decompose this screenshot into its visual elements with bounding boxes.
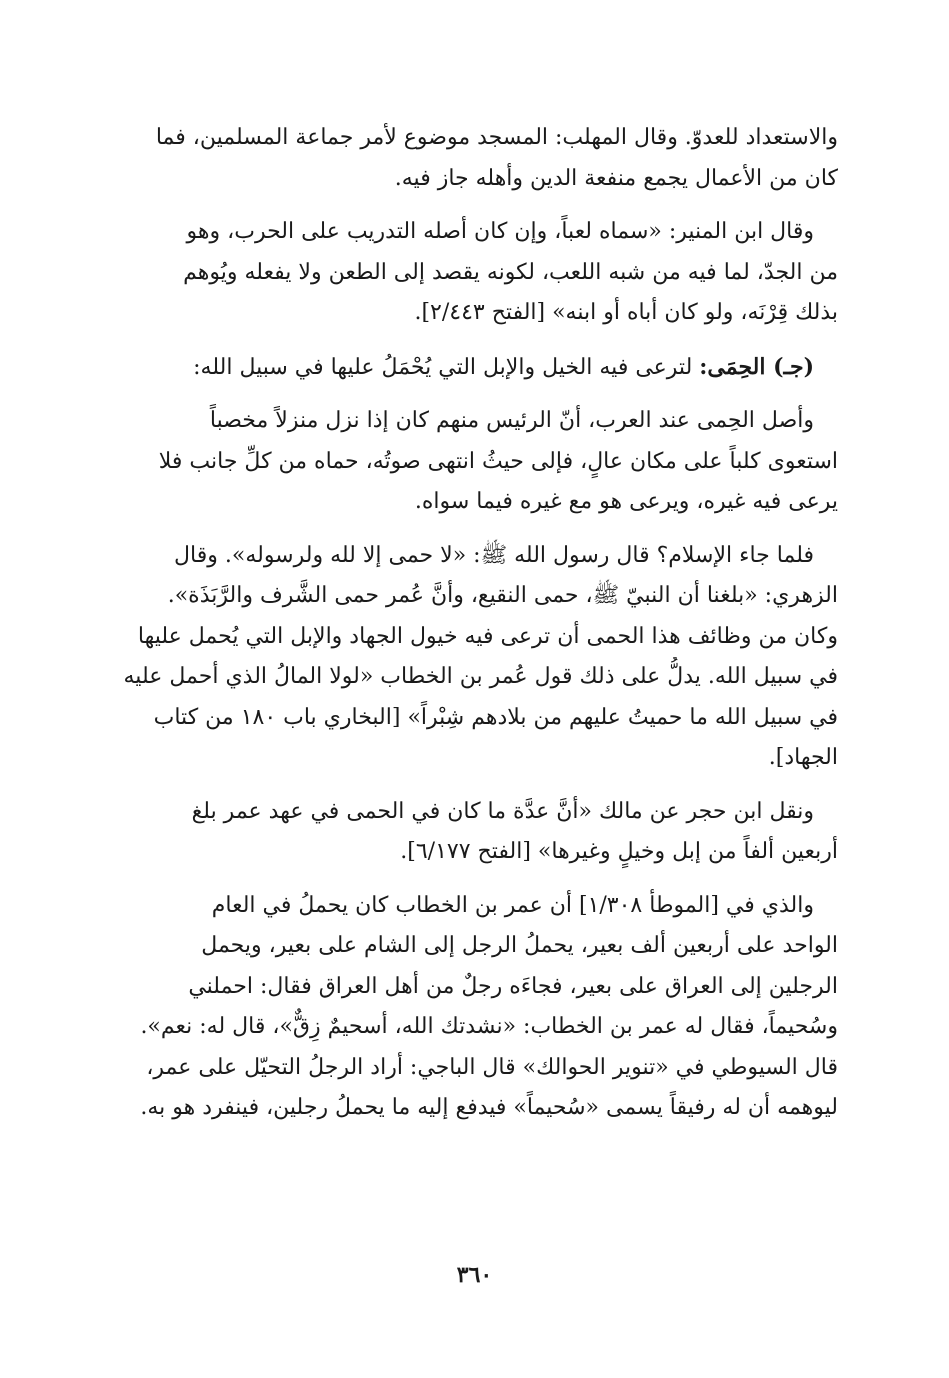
section-heading-hima bbox=[110, 347, 838, 389]
paragraph-ibn-al-munir bbox=[110, 212, 838, 334]
paragraph-hima-in-islam bbox=[110, 536, 838, 779]
text-line: أربعين ألفاً من إبل وخيلٍ وغيرها» [الفتح ٦/١٧٧]. bbox=[400, 839, 838, 864]
heading-label: (جـ) الحِمَى: bbox=[699, 353, 814, 380]
paragraph-mosque-purpose bbox=[110, 118, 838, 199]
page-number: ٣٦٠ bbox=[456, 1262, 493, 1288]
paragraph-hima-origin bbox=[110, 401, 838, 523]
text-line: ونقل ابن حجر عن مالك «أنَّ عدَّة ما كان في الحمى في عهد عمر بلغ bbox=[191, 798, 814, 824]
text-line: في سبيل الله. يدلُّ على ذلك قول عُمر بن الخطاب «لولا المالُ الذي أحمل عليه bbox=[123, 664, 838, 689]
text-line: وكان من وظائف هذا الحمى أن ترعى فيه خيول الجهاد والإبل التي يُحمل عليها bbox=[137, 623, 838, 649]
text-line: يرعى فيه غيره، ويرعى هو مع غيره فيما سواه. bbox=[414, 489, 838, 514]
text-line: وقال ابن المنير: «سماه لعباً، وإن كان أصله التدريب على الحرب، وهو bbox=[186, 219, 814, 244]
text-line: وأصل الحِمى عند العرب، أنّ الرئيس منهم كان إذا نزل منزلاً مخصباً bbox=[209, 408, 814, 433]
text-line: الزهري: «بلغنا أن النبيّ ﷺ، حمى النقيع، وأنَّ عُمر حمى الشَّرف والرَّبَذَة». bbox=[167, 583, 838, 608]
page-body bbox=[110, 118, 838, 1142]
text-line: استعوى كلباً على مكان عالٍ، فإلى حيثُ انتهى صوتُه، حماه من كلِّ جانب فلا bbox=[158, 448, 838, 474]
heading-line bbox=[110, 347, 838, 389]
paragraph-muwatta bbox=[110, 886, 838, 1129]
text-line: ليوهمه أن له رفيقاً يسمى «سُحيماً» فيدفع إليه ما يحملُ رجلين، فينفرد هو به. bbox=[140, 1095, 838, 1120]
text-line: فلما جاء الإسلام؟ قال رسول الله ﷺ: «لا حمى إلا لله ولرسوله». وقال bbox=[174, 542, 814, 568]
text-line: وسُحيماً، فقال له عمر بن الخطاب: «نشدتك الله، أسحيمٌ زِقٌّ»، قال له: نعم». bbox=[140, 1014, 838, 1039]
text-line: الجهاد]. bbox=[768, 745, 838, 770]
text-line: الواحد على أربعين ألف بعير، يحملُ الرجل إلى الشام على بعير، ويحمل bbox=[201, 933, 838, 958]
paragraph-ibn-hajar bbox=[110, 792, 838, 873]
text-line: الرجلين إلى العراق على بعير، فجاءَه رجلٌ من أهل العراق فقال: احملني bbox=[188, 973, 838, 999]
text-line: قال السيوطي في «تنوير الحوالك» قال الباجي: أراد الرجلُ التحيّل على عمر، bbox=[146, 1054, 838, 1080]
text-line: من الجدّ، لما فيه من شبه اللعب، لكونه يقصد إلى الطعن ولا يفعله ويُوهم bbox=[183, 259, 838, 285]
text-line: والاستعداد للعدوّ. وقال المهلب: المسجد موضوع لأمر جماعة المسلمين، فما bbox=[155, 125, 838, 150]
text-line: كان من الأعمال يجمع منفعة الدين وأهله جاز فيه. bbox=[394, 165, 838, 191]
heading-text: لترعى فيه الخيل والإبل التي يُحْمَلُ عليها في سبيل الله: bbox=[193, 354, 693, 380]
text-line: في سبيل الله ما حميتُ عليهم من بلادهم شِبْراً» [البخاري باب ١٨٠ من كتاب bbox=[153, 704, 838, 730]
text-line: بذلك قِرْنَه، ولو كان أباه أو ابنه» [الفتح ٢/٤٤٣]. bbox=[414, 300, 838, 325]
text-line: والذي في [الموطأ ١/٣٠٨] أن عمر بن الخطاب كان يحملُ في العام bbox=[211, 892, 814, 918]
